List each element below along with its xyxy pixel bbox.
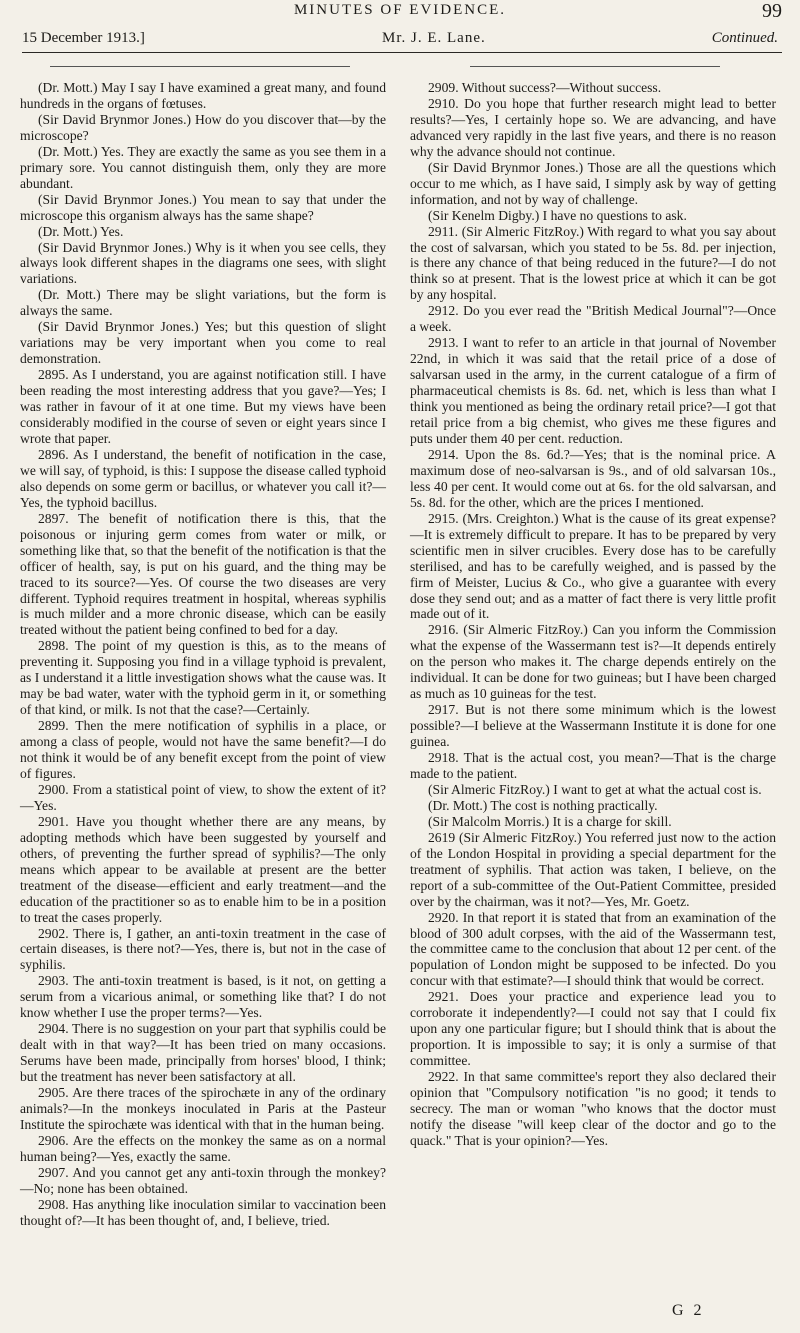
paragraph: (Sir David Brynmor Jones.) Those are all the questions which occur to me which, as I have said, I simply ask by way of getting information, and not by way of challenge. [410,159,776,207]
paragraph: (Dr. Mott.) Yes. They are exactly the same as you see them in a primary sore. You cannot distinguish them, only they are more abundant. [20,143,386,191]
witness-name: Mr. J. E. Lane. [382,30,486,46]
paragraph: (Sir David Brynmor Jones.) You mean to say that under the microscope this organism always has the same shape? [20,191,386,223]
column-rule-left [50,66,350,67]
paragraph: 2899. Then the mere notification of syphilis in a place, or among a class of people, would not have the same benefit?—I do not think it would be of any benefit except from the point of view of figures. [20,718,386,781]
paragraph: 2921. Does your practice and experience lead you to corroborate it independently?—I could not say that I could fix upon any one particular figure; but I should think that is about the proportion. It is impossible to say; it is only a surmise of that committee. [410,989,776,1069]
paragraph: 2904. There is no suggestion on your part that syphilis could be dealt with in that way?—It has been tried on many occasions. Serums have been made, principally from horses' blood, I think; but the treatment has never been satisfactory at all. [20,1021,386,1085]
paragraph: 2915. (Mrs. Creighton.) What is the cause of its great expense?—It is extremely difficult to prepare. It has to be prepared by very scientific men in silver crucibles. Every dose has to be carefully sterilised, and has to be carefully weighed, and is passed by the firm of Meister, Lucius & Co., who give a guarantee with every dose they send out; and as a matter of fact there is very little profit made out of it. [410,510,776,622]
paragraph: 2898. The point of my question is this, as to the means of preventing it. Supposing you find in a village typhoid is prevalent, as I understand it a little investigation shows what the cause was. It may be bad water, water with the typhoid germ in it, or something of that kind, or milk. Is not that the case?—Certainly. [20,638,386,718]
paragraph: 2909. Without success?—Without success. [428,80,662,95]
paragraph: 2920. In that report it is stated that from an examination of the blood of 300 adult corpses, with the aid of the Wassermann test, the committee came to the conclusion that about 12 per cent. of the population of London might be supposed to be infected. Do you concur with that estimate?—I should think that would be correct. [410,909,776,989]
running-title: MINUTES OF EVIDENCE. [293,2,507,18]
paragraph: 2905. Are there traces of the spirochæte in any of the ordinary animals?—In the monkeys inoculated in Paris at the Pasteur Institute the spirochæte was identical with that in the human being. [20,1085,386,1132]
continued-label: Continued. [711,30,778,46]
paragraph: 2897. The benefit of notification there is this, that the poisonous or injuring germ comes from water or milk, or something like that, so that the benefit of the notification is that the officer of health, say, is put on his guard, and the thing may be traced to its source?—Yes. Of course the two diseases are very different. Typhoid requires treatment in hospital, whereas syphilis is much milder and a more chronic disease, which can be easily treated without the patient being confined to bed for a day. [20,510,386,638]
paragraph: 2910. Do you hope that further research might lead to better results?—Yes, I certainly hope so. We are advancing, and have advanced very rapidly in the last five years, and there is no reason why the advance should not continue. [410,95,776,159]
column-rule-right [470,66,720,67]
date-line [22,28,782,53]
paragraph: 2916. (Sir Almeric FitzRoy.) Can you inform the Commission what the expense of the Wassermann test is?—It depends entirely on the person who makes it. The charge depends entirely on the individual. It can be done for two guineas; but I have been charged as much as 10 guineas for the test. [410,622,776,702]
paragraph: (Sir David Brynmor Jones.) Yes; but this question of slight variations may be very important when you come to real demonstration. [20,319,386,367]
paragraph: 2902. There is, I gather, an anti-toxin treatment in the case of certain diseases, is there not?—Yes, there is, but not in the case of syphilis. [20,925,386,973]
paragraph: 2911. (Sir Almeric FitzRoy.) With regard to what you say about the cost of salvarsan, which you stated to be 5s. 8d. per injection, is there any chance of that being reduced in the future?—I do not think so at present. That is the lowest price at which it can be got by any hospital. [410,223,776,303]
paragraph: 2908. Has anything like inoculation similar to vaccination been thought of?—It has been thought of, and, I believe, tried. [20,1196,386,1228]
right-column [410,80,776,1149]
paragraph: 2895. As I understand, you are against notification still. I have been reading the most interesting address that you gave?—Yes; I was rather in favour of it at one time. But my views have been considerably modified in the course of seven or eight years since I wrote that paper. [20,367,386,446]
paragraph: 2913. I want to refer to an article in that journal of November 22nd, in which it was said that the retail price of a dose of salvarsan used in the army, in the current catalogue of a firm of pharmaceutical chemists is 8s. 6d. net, which is less than what I think you mentioned as being the ordinary retail price?—I got that retail price from a big chemist, who gives me these figures and puts under them 40 per cent. reduction. [410,335,776,446]
paragraph: 2914. Upon the 8s. 6d.?—Yes; that is the nominal price. A maximum dose of neo-salvarsan is 9s., and of old salvarsan 10s., less 40 per cent. It would come out at 6s. for the old salvarsan, and 5s. 8d. for the other, which are the prices I mentioned. [410,446,776,510]
paragraph: 2619 (Sir Almeric FitzRoy.) You referred just now to the action of the London Hospital in providing a special department for the treatment of syphilis. That action was taken, I believe, on the report of a sub-committee of the Out-Patient Committee, presided over by the chairman, was it not?—Yes, Mr. Goetz. [410,829,776,909]
paragraph: (Dr. Mott.) Yes. [38,223,124,239]
paragraph: (Dr. Mott.) May I say I have examined a great many, and found hundreds in the organs of fœtuses. [20,80,386,111]
paragraph: 2912. Do you ever read the "British Medical Journal"?—Once a week. [410,303,776,335]
paragraph: (Dr. Mott.) There may be slight variations, but the form is always the same. [20,287,386,319]
paragraph: 2922. In that same committee's report they also declared their opinion that "Compulsory notification "is no good; it tends to secrecy. The man or woman "who knows that the doctor must notify the disease "will keep clear of the doctor and go to the quack." That is your opinion?—Yes. [410,1069,776,1148]
paragraph: 2900. From a statistical point of view, to show the extent of it?—Yes. [20,781,386,813]
left-column [20,80,386,1229]
paragraph: (Sir Kenelm Digby.) I have no questions to ask. [428,207,687,223]
paragraph: (Dr. Mott.) The cost is nothing practically. [428,797,658,813]
paragraph: 2917. But is not there some minimum which is the lowest possible?—I believe at the Wassermann Institute it is done for one guinea. [410,702,776,750]
paragraph: (Sir David Brynmor Jones.) How do you discover that—by the microscope? [20,111,386,143]
paragraph: (Sir Malcolm Morris.) It is a charge for skill. [428,813,672,829]
paragraph: (Sir David Brynmor Jones.) Why is it when you see cells, they always look different shapes in the diagrams one sees, with slight variations. [20,239,386,287]
running-head [0,2,800,24]
paragraph: 2918. That is the actual cost, you mean?—That is the charge made to the patient. [410,750,776,781]
page-number: 99 [762,0,782,22]
signature-mark: G 2 [672,1302,705,1319]
paragraph: 2901. Have you thought whether there are any means, by adopting methods which have been suggested by yourself and others, of preventing the further spread of syphilis?—The only means which appear to be available at present are the better treatment of the disease—efficient and early treatment—and the education of the practitioner so as to enable him to be in a position to treat the cases properly. [20,813,386,925]
paragraph: 2906. Are the effects on the monkey the same as on a normal human being?—Yes, exactly the same. [20,1132,386,1164]
sitting-date: 15 December 1913.] [22,30,145,46]
paragraph: 2896. As I understand, the benefit of notification in the case, we will say, of typhoid, is this: I suppose the disease called typhoid also depends on some germ or bacillus, or whatever you call it?—Yes, the typhoid bacillus. [20,446,386,510]
paragraph: (Sir Almeric FitzRoy.) I want to get at what the actual cost is. [428,781,762,797]
paragraph: 2907. And you cannot get any anti-toxin through the monkey?—No; none has been obtained. [20,1164,386,1196]
paragraph: 2903. The anti-toxin treatment is based, is it not, on getting a serum from a vicarious animal, or something like that? I do not know whether I use the proper terms?—Yes. [20,973,386,1021]
